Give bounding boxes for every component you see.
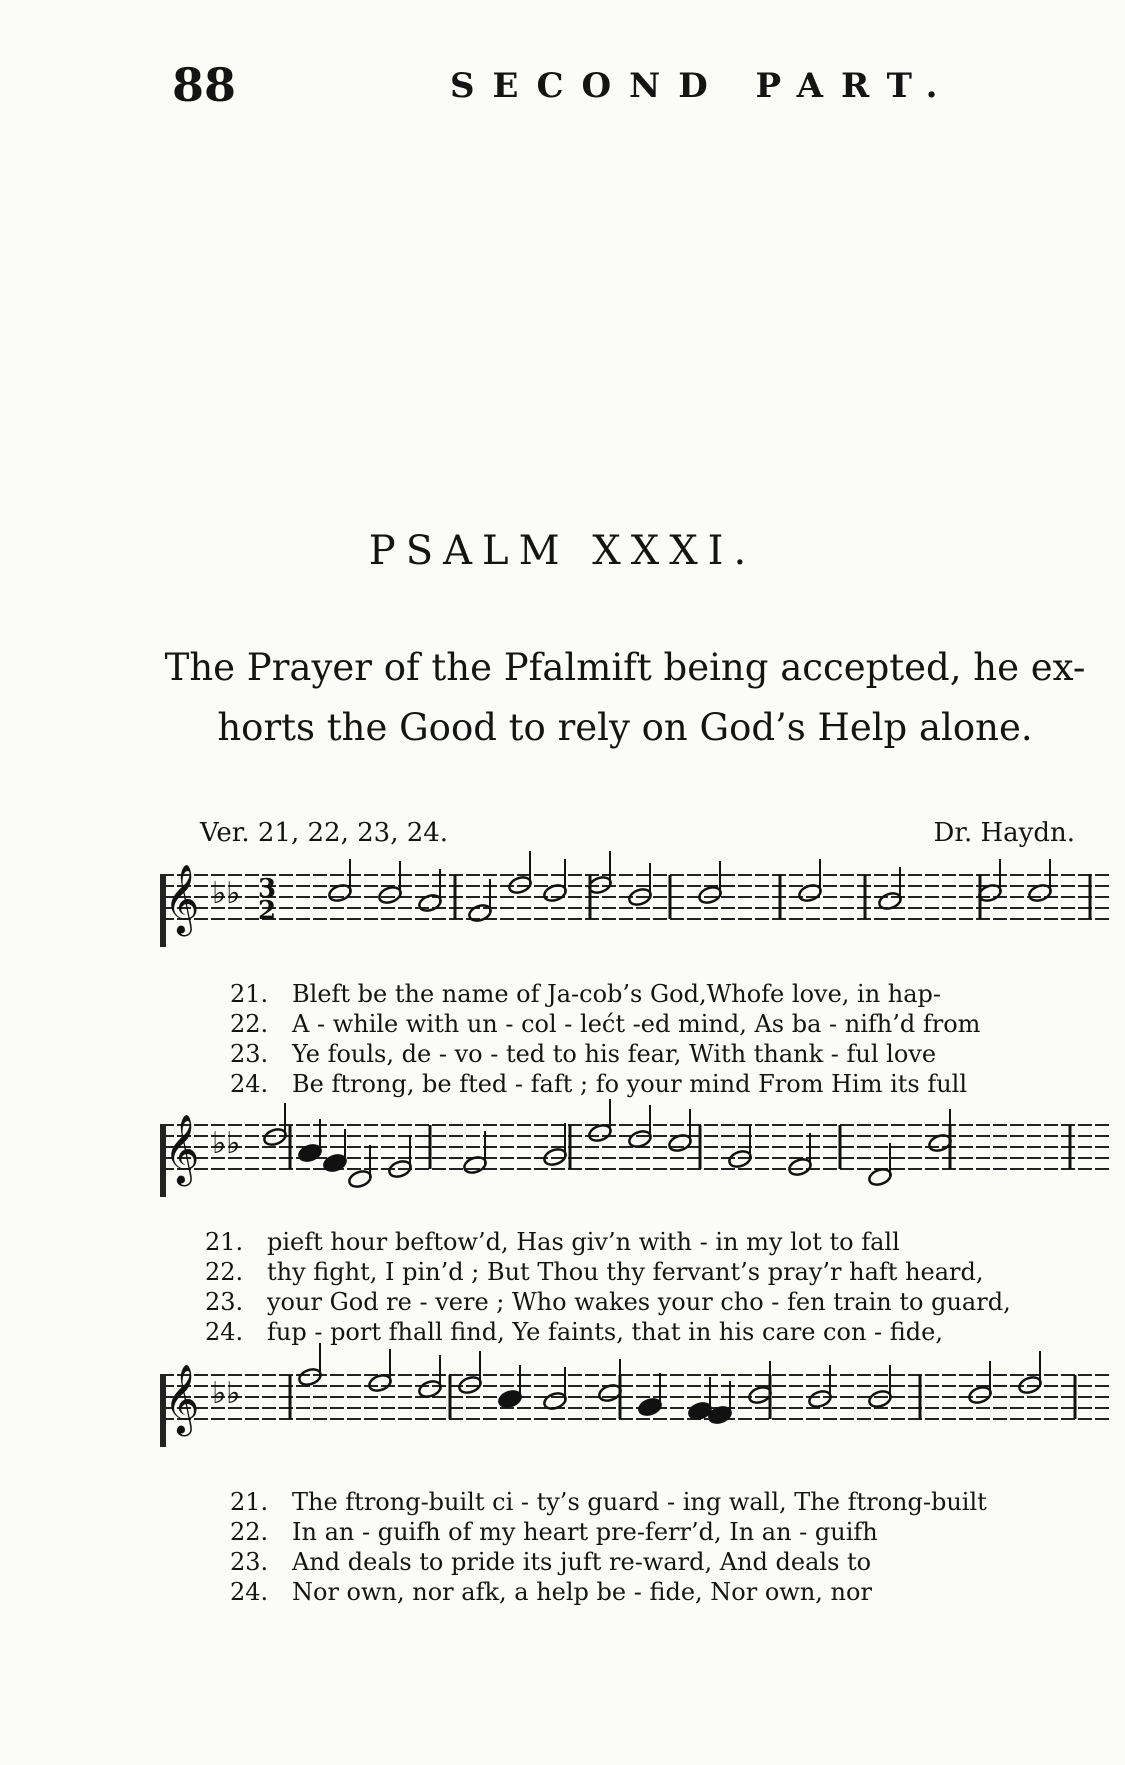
verse-number: 22. xyxy=(205,1258,244,1286)
note-head xyxy=(322,1153,347,1174)
subtitle-line-1: The Prayer of the Pfalmift being accepted, he ex- xyxy=(164,646,1086,689)
note-head xyxy=(867,1167,892,1188)
psalm-title: PSALM XXXI. xyxy=(368,528,757,574)
music-staff-system-3 xyxy=(160,1355,1110,1485)
psalm-subtitle xyxy=(150,638,1100,758)
music-staff-system-1 xyxy=(160,855,1110,985)
music-staff-system-2 xyxy=(160,1105,1110,1235)
key-signature-flats: ♭♭ xyxy=(212,1126,241,1161)
note-head xyxy=(867,1389,892,1410)
verse-number: 21. xyxy=(230,980,269,1008)
key-signature-flats: ♭♭ xyxy=(212,876,241,911)
note-head xyxy=(807,1389,832,1410)
running-title: SECOND PART. xyxy=(450,66,956,106)
composer-credit: Dr. Haydn. xyxy=(933,818,1075,848)
lyric-text: In an - guifh of my heart pre-ferr’d, In an - guifh xyxy=(292,1518,878,1546)
note-head xyxy=(297,1367,322,1388)
lyric-text: fup - port fhall find, Ye faints, that in his care con - fide, xyxy=(267,1318,943,1346)
verse-number: 24. xyxy=(230,1070,269,1098)
lyric-text: Bleft be the name of Ja-cob’s God,Whofe love, in hap- xyxy=(292,980,942,1008)
lyric-text: thy fight, I pin’d ; But Thou thy fervant’s pray’r haft heard, xyxy=(267,1258,984,1286)
note-head xyxy=(637,1397,662,1418)
verse-reference: Ver. 21, 22, 23, 24. xyxy=(200,818,449,848)
verse-number: 21. xyxy=(230,1488,269,1516)
verse-number: 22. xyxy=(230,1010,269,1038)
time-signature-bottom: 2 xyxy=(258,896,277,926)
lyric-text: Be ftrong, be fted - faft ; fo your mind From Him its full xyxy=(292,1070,968,1098)
verse-number: 24. xyxy=(230,1578,269,1606)
verse-number: 21. xyxy=(205,1228,244,1256)
lyric-text: A - while with un - col - lećt -ed mind, As ba - nifh’d from xyxy=(292,1010,981,1038)
verse-number: 23. xyxy=(205,1288,244,1316)
treble-clef-icon: 𝄞 xyxy=(164,1114,200,1184)
verse-number: 23. xyxy=(230,1548,269,1576)
note-head xyxy=(497,1389,522,1410)
time-signature-top: 3 xyxy=(258,874,277,904)
lyric-text: The ftrong-built ci - ty’s guard - ing wall, The ftrong-built xyxy=(292,1488,987,1516)
lyric-text: pieft hour beftow’d, Has giv’n with - in my lot to fall xyxy=(267,1228,900,1256)
key-signature-flats: ♭♭ xyxy=(212,1376,241,1411)
lyric-text: your God re - vere ; Who wakes your cho - fen train to guard, xyxy=(267,1288,1011,1316)
note-head xyxy=(467,903,492,924)
treble-clef-icon: 𝄞 xyxy=(164,864,200,934)
lyric-text: Ye fouls, de - vo - ted to his fear, With thank - ful love xyxy=(292,1040,937,1068)
note-head xyxy=(967,1385,992,1406)
note-head xyxy=(347,1169,372,1190)
subtitle-line-2: horts the Good to rely on God’s Help alone. xyxy=(217,706,1033,749)
note-head xyxy=(377,885,402,906)
lyric-text: And deals to pride its juft re-ward, And deals to xyxy=(292,1548,872,1576)
note-head xyxy=(297,1143,322,1164)
verse-number: 22. xyxy=(230,1518,269,1546)
note-head xyxy=(697,885,722,906)
note-head xyxy=(417,893,442,914)
note-head xyxy=(787,1157,812,1178)
treble-clef-icon: 𝄞 xyxy=(164,1364,200,1434)
page-number: 88 xyxy=(172,58,237,112)
verse-number: 23. xyxy=(230,1040,269,1068)
verse-number: 24. xyxy=(205,1318,244,1346)
lyric-text: Nor own, nor afk, a help be - fide, Nor own, nor xyxy=(292,1578,872,1606)
